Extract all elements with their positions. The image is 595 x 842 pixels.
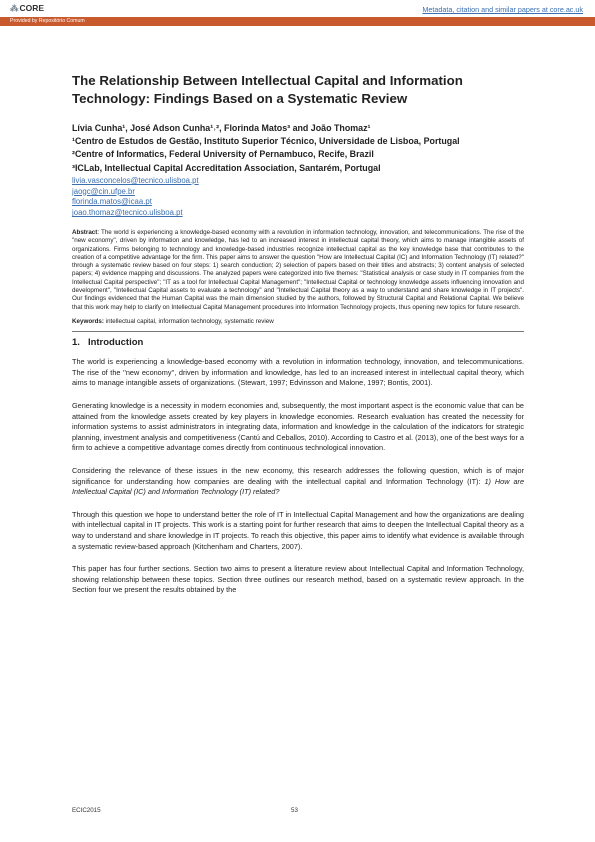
paper-title: The Relationship Between Intellectual Capital and Information Technology: Findings Based on a Systematic Review <box>72 73 463 106</box>
email-list <box>72 176 524 219</box>
repository-header <box>0 0 595 26</box>
paragraph: Considering the relevance of these issues in the new economy, this research addresses the following question, which is of major significance for understanding how companies are dealing with the intellectual capital and Information Technology (IT): 1) How are Intellectual Capital (IC) and Information Technology (IT) related? <box>72 466 525 497</box>
core-metadata-link[interactable]: Metadata, citation and similar papers at core.ac.uk <box>422 5 583 14</box>
paragraph: Generating knowledge is a necessity in modern economies and, subsequently, the most important aspect is the economic value that can be attained from the knowledge assets created by key players in knowledge economies. Research evaluation has created the necessity for information systems to assist administrators in integrating data, information and knowledge in the calculation of the indicators for strategic planning, investment analysis and competitiveness (Cantú and Ceballos, 2010). According to Castro et al. (2013), one of the best ways for a firm to achieve a competitive advantage comes directly from continuous technological innovation. <box>72 401 524 453</box>
core-logo-icon: ⁂ <box>10 3 18 13</box>
author-list: Lívia Cunha¹, José Adson Cunha¹˒², Florinda Matos³ and João Thomaz¹ <box>72 123 371 133</box>
email-link[interactable]: livia.vasconcelos@tecnico.ulisboa.pt <box>72 175 199 185</box>
email-link[interactable]: florinda.matos@icaa.pt <box>72 197 152 207</box>
affiliation-2: ²Centre of Informatics, Federal University of Pernambuco, Recife, Brazil <box>72 149 374 160</box>
paragraph: The world is experiencing a knowledge-based economy with a revolution in information technology, innovation, and telecommunications. The rise of the ''new economy'', driven by information and knowledge, has led to an increased interest in intellectual capital theory, which aims to manage intangible assets of organizations. (Stewart, 1997; Edvinsson and Malone, 1997; Bontis, 2001). <box>72 357 524 388</box>
keywords-text: intellectual capital, information technology, systematic review <box>103 317 274 325</box>
research-question: 1) How are Intellectual Capital (IC) and Information Technology (IT) related? <box>72 476 525 497</box>
keywords-label: Keywords: <box>72 317 104 325</box>
affiliation-3: ³ICLab, Intellectual Capital Accreditation Association, Santarém, Portugal <box>72 162 381 173</box>
email-link[interactable]: joao.thomaz@tecnico.ulisboa.pt <box>72 208 183 218</box>
keywords <box>72 318 524 326</box>
paragraph: This paper has four further sections. Section two aims to present a literature review about Intellectual Capital and Information Technology, showing relationship between these topics. Section three outlines our research method, based on a systematic review approach. In the Section four we present the results obtained by the <box>72 564 524 595</box>
email-link[interactable]: jaogc@cin.ufpe.br <box>72 186 135 196</box>
provided-by-banner: Provided by Repositório Comum <box>0 17 595 26</box>
paper-body <box>72 72 524 608</box>
paragraph: Through this question we hope to understand better the role of IT in Intellectual Capital Management and how the organizations are dealing with intellectual capital in IT projects. This work is a starting point for further research that aims to deepen the Intellectual Capital theory as a way to understand and share knowledge in IT projects. To reach this objective, this paper aims to identify what evidence is available through a systematic review-based approach (Kitchenham and Charters, 2007). <box>72 509 524 551</box>
abstract <box>72 229 524 312</box>
footer-conference: ECIC2015 <box>72 807 101 814</box>
core-logo[interactable]: ⁂ CORE <box>10 3 45 13</box>
affiliation-1: ¹Centro de Estudos de Gestão, Instituto Superior Técnico, Universidade de Lisboa, Portugal <box>72 136 460 147</box>
section-heading: 1. Introduction <box>72 337 144 349</box>
page-number: 53 <box>291 807 298 814</box>
section-divider <box>72 331 524 332</box>
abstract-text: : The world is experiencing a knowledge-based economy with a revolution in information technology, innovation, and telecommunications. The rise of the "new economy", driven by information and knowledge, has led to an increased interest in intellectual capital theory, which aims to manage intangible assets of organizations. Firms belonging to technology and knowledge-based industries recognize intellectual capital as the key knowledge base that contributes to the creation of a competitive advantage for the firm. This paper aims to answer the question "How are Intellectual Capital (IC) and Information Technology (IT) related?" through a systematic review based on four steps: 1) search conduction; 2) selection of papers based on their titles and abstracts; 3) content analysis of selected papers; 4) evidence mapping and discussions. The analyzed papers were categorized into five themes: "Statistical analysis or case study in IT companies from the Intellectual Capital perspective"; "IT as a tool for Intellectual Capital Management"; "Intellectual Capital or technology knowledge assets influencing innovation and development", "Intellectual Capital assets to evaluate a technology" and "Intellectual Capital theory as a way to understand and share knowledge in IT projects". Our findings evidenced that the Human Capital was the main dimension studied by the authors, followed by Structural Capital and Relational Capital. We believe that this work may help to clarify on Intellectual Capital Management procedures into Information Technology projects, thus opening new topics for future research. <box>72 229 524 311</box>
abstract-label: Abstract <box>72 229 98 236</box>
